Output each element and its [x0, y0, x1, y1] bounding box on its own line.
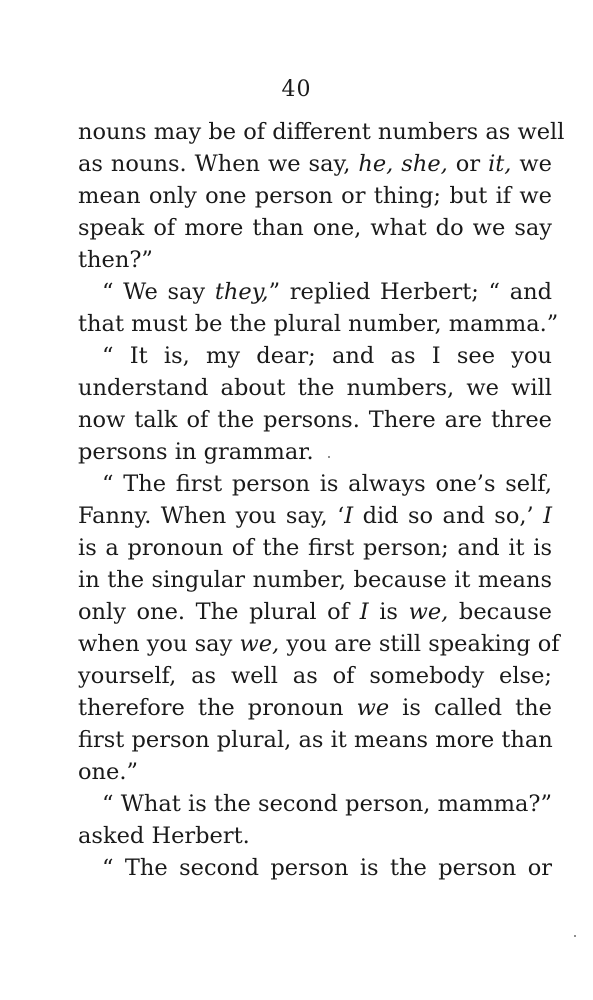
text-run: in the singular number, because it means: [78, 567, 552, 593]
text-run: is: [368, 599, 409, 625]
text-run: only one. The plural of: [78, 599, 360, 625]
text-line: [78, 148, 552, 180]
text-line: [78, 212, 552, 244]
text-run: when you say: [78, 631, 240, 657]
text-run: persons in grammar.: [78, 439, 314, 465]
text-run: did so and so,’: [353, 503, 544, 529]
italic-text: they,: [214, 279, 269, 305]
text-line: [78, 660, 552, 692]
text-line: [78, 116, 565, 148]
text-line: [78, 468, 552, 500]
text-run: “ The second person is the person or: [102, 855, 552, 881]
text-line: [78, 244, 552, 276]
text-line: [78, 276, 552, 308]
text-run: therefore the pronoun: [78, 695, 357, 721]
text-line: [78, 820, 552, 852]
text-line: [78, 532, 552, 564]
text-run: asked Herbert.: [78, 823, 250, 849]
text-run: is a pronoun of the first person; and it is: [78, 535, 552, 561]
italic-text: she,: [401, 151, 448, 177]
text-run: is called the: [389, 695, 552, 721]
text-line: [78, 372, 552, 404]
text-run: Fanny. When you say, ‘: [78, 503, 345, 529]
text-line: [78, 436, 552, 468]
text-line: [78, 692, 552, 724]
text-run: first person plural, as it means more than: [78, 727, 553, 753]
text-run: nouns may be of different numbers as well: [78, 119, 565, 145]
text-run: that must be the plural number, mamma.”: [78, 311, 559, 337]
paper-speck: [328, 456, 330, 458]
italic-text: we,: [408, 599, 449, 625]
text-run: “ The first person is always one’s self,: [102, 471, 552, 497]
text-run: you are still speaking of: [279, 631, 560, 657]
body-text: [78, 116, 565, 884]
italic-text: it,: [488, 151, 512, 177]
text-line: [78, 788, 552, 820]
text-line: [78, 596, 552, 628]
text-line: [78, 724, 552, 756]
text-line: [78, 756, 552, 788]
text-line: [78, 180, 552, 212]
text-run: “ We say: [102, 279, 215, 305]
text-run: “ It is, my dear; and as I see you: [102, 343, 552, 369]
text-run: one.”: [78, 759, 139, 785]
text-line: [78, 628, 560, 660]
text-line: [78, 564, 552, 596]
italic-text: I: [359, 599, 369, 625]
text-run: ” replied Herbert; “ and: [268, 279, 552, 305]
text-line: [78, 340, 552, 372]
text-run: because: [448, 599, 553, 625]
text-line: [78, 404, 552, 436]
text-run: “ What is the second person, mamma?”: [102, 791, 552, 817]
text-run: or: [447, 151, 489, 177]
text-run: as nouns. When we say,: [78, 151, 359, 177]
paper-speck: [574, 935, 576, 937]
italic-text: I: [543, 503, 552, 529]
text-run: yourself, as well as of somebody else;: [78, 663, 552, 689]
text-run: understand about the numbers, we will: [78, 375, 552, 401]
text-run: speak of more than one, what do we say: [78, 215, 552, 241]
italic-text: we: [356, 695, 390, 721]
page-number: 40: [281, 77, 312, 102]
text-run: mean only one person or thing; but if we: [78, 183, 552, 209]
italic-text: we,: [239, 631, 280, 657]
text-run: we: [511, 151, 552, 177]
italic-text: I: [344, 503, 354, 529]
text-line: [78, 308, 559, 340]
text-line: [78, 852, 552, 884]
italic-text: he,: [358, 151, 394, 177]
text-run: now talk of the persons. There are three: [78, 407, 552, 433]
text-run: then?”: [78, 247, 153, 273]
text-line: [78, 500, 552, 532]
